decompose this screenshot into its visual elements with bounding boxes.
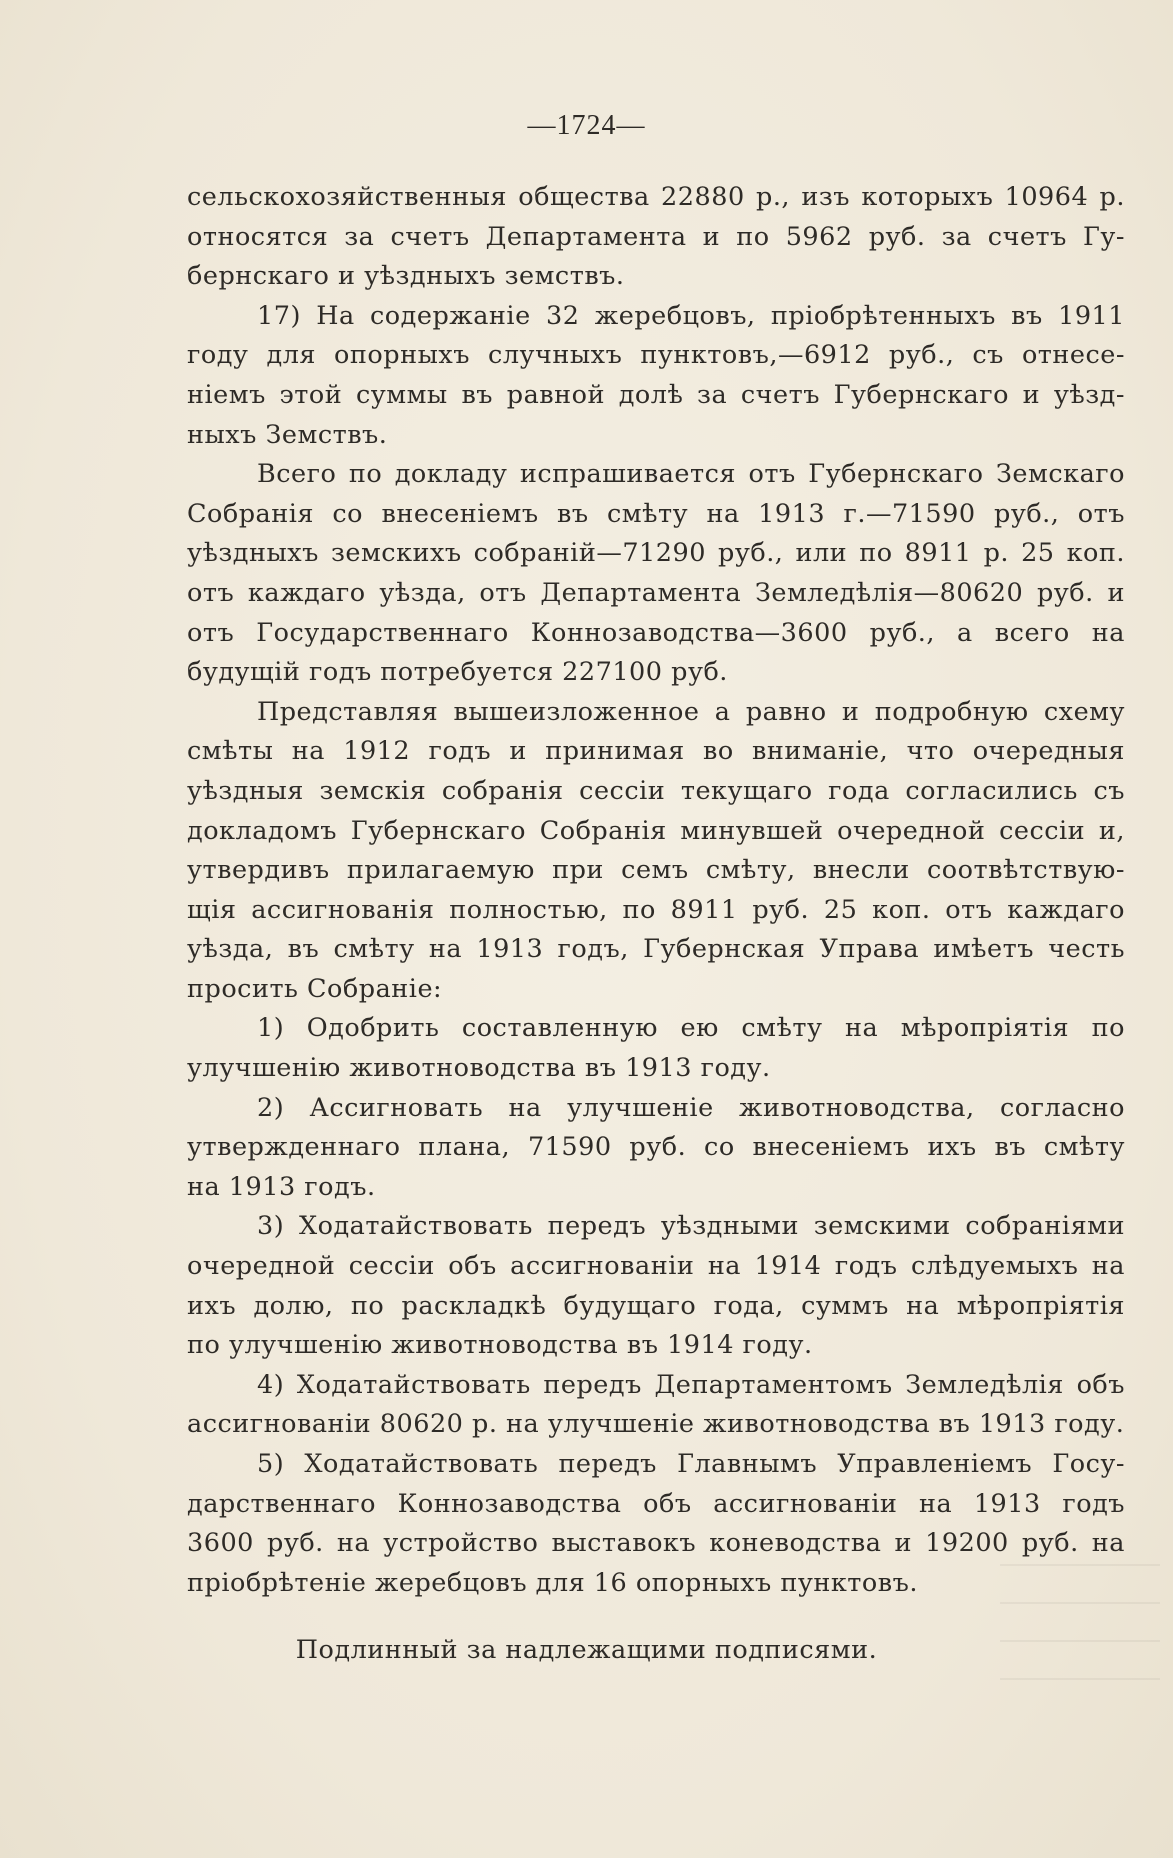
text-line: дарственнаго Коннозаводства объ ассигнованіи на 1913 годъ <box>187 1488 1125 1519</box>
text-line: утвердивъ прилагаемую при семъ смѣту, внесли соотвѣтствую- <box>187 855 1125 886</box>
text-line: 17) На содержаніе 32 жеребцовъ, пріобрѣтенныхъ въ 1911 <box>257 300 1125 331</box>
text-line: 1) Одобрить составленную ею смѣту на мѣропріятія по <box>257 1013 1125 1044</box>
text-line: будущій годъ потребуется 227100 руб. <box>187 657 728 688</box>
text-line: Всего по докладу испрашивается отъ Губернскаго Земскаго <box>257 459 1125 490</box>
text-line: уѣзда, въ смѣту на 1913 годъ, Губернская Управа имѣетъ честь <box>187 934 1125 965</box>
text-line: очередной сессіи объ ассигнованіи на 1914 годъ слѣдуемыхъ на <box>187 1251 1125 1282</box>
text-line: отъ Государственнаго Коннозаводства—3600 руб., а всего на <box>187 617 1125 648</box>
text-line: 3600 руб. на устройство выставокъ коневодства и 19200 руб. на <box>187 1528 1125 1559</box>
text-line: смѣты на 1912 годъ и принимая во вниманіе, что очередныя <box>187 736 1125 767</box>
text-line: ніемъ этой суммы въ равной долѣ за счетъ Губернскаго и уѣзд- <box>187 379 1125 410</box>
text-line: бернскаго и уѣздныхъ земствъ. <box>187 261 625 292</box>
text-line: ихъ долю, по раскладкѣ будущаго года, суммъ на мѣропріятія <box>187 1290 1125 1321</box>
body-text <box>187 178 1125 1603</box>
page-number: —1724— <box>527 110 646 141</box>
text-line: отъ каждаго уѣзда, отъ Департамента Земледѣлія—80620 руб. и <box>187 577 1125 608</box>
text-line: Представляя вышеизложенное а равно и подробную схему <box>257 696 1125 727</box>
text-line: улучшенію животноводства въ 1913 году. <box>187 1053 771 1084</box>
text-line: на 1913 годъ. <box>187 1171 376 1202</box>
text-line: утвержденнаго плана, 71590 руб. со внесеніемъ ихъ въ смѣту <box>187 1132 1125 1163</box>
text-line: по улучшенію животноводства въ 1914 году. <box>187 1330 813 1361</box>
closing-line: Подлинный за надлежащими подписями. <box>295 1635 878 1665</box>
text-line: просить Собраніе: <box>187 973 443 1004</box>
text-line: году для опорныхъ случныхъ пунктовъ,—6912 руб., съ отнесе- <box>187 340 1125 371</box>
text-line: сельскохозяйственныя общества 22880 р., изъ которыхъ 10964 р. <box>187 182 1125 212</box>
text-line: относятся за счетъ Департамента и по 5962 руб. за счетъ Гу- <box>187 221 1125 252</box>
text-line: 3) Ходатайствовать передъ уѣздными земскими собраніями <box>257 1211 1125 1242</box>
text-line: 4) Ходатайствовать передъ Департаментомъ Земледѣлія объ <box>257 1369 1125 1400</box>
text-line: докладомъ Губернскаго Собранія минувшей очередной сессіи и, <box>187 815 1125 846</box>
text-line: ассигнованіи 80620 р. на улучшеніе животноводства въ 1913 году. <box>187 1409 1125 1440</box>
text-line: уѣздныя земскія собранія сессіи текущаго года согласились съ <box>187 775 1125 806</box>
text-line: щія ассигнованія полностью, по 8911 руб. 25 коп. отъ каждаго <box>187 894 1125 925</box>
text-line: пріобрѣтеніе жеребцовъ для 16 опорныхъ пунктовъ. <box>187 1567 918 1598</box>
text-line: 5) Ходатайствовать передъ Главнымъ Управленіемъ Госу- <box>257 1449 1125 1479</box>
text-line: 2) Ассигновать на улучшеніе животноводства, согласно <box>257 1092 1125 1123</box>
text-line: ныхъ Земствъ. <box>187 419 388 450</box>
text-line: уѣздныхъ земскихъ собраній—71290 руб., или по 8911 р. 25 коп. <box>187 538 1125 569</box>
text-line: Собранія со внесеніемъ въ смѣту на 1913 г.—71590 руб., отъ <box>187 498 1125 529</box>
